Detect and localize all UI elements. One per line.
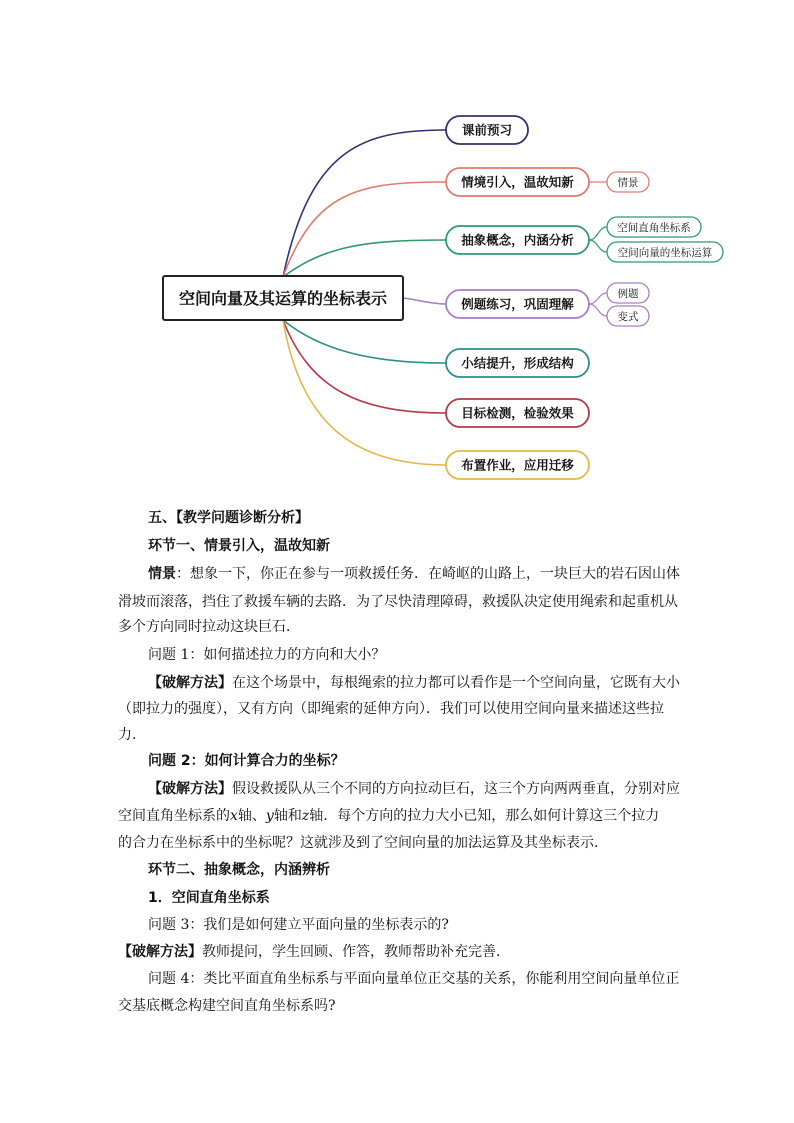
solution-label-2: 【破解方法】 [148, 781, 232, 797]
sub-label-coord: 空间直角坐标系 [617, 222, 691, 234]
answer-3-line [118, 939, 510, 965]
branch-label-1: 课前预习 [461, 122, 513, 138]
scene-text-1: ：想象一下，你正在参与一项救援任务．在崎岖的山路上，一块巨大的岩石因山体 [176, 566, 680, 582]
branch-label-3: 抽象概念，内涵分析 [461, 232, 574, 248]
branch-label-7: 布置作业，应用迁移 [461, 457, 574, 473]
sub-label-variant: 变式 [617, 311, 639, 323]
axis-z: z [301, 808, 310, 824]
answer-2-line-1 [148, 776, 680, 802]
answer-2-text-1: 假设救援队从三个不同的方向拉动巨石，这三个方向两两垂直，分别对应 [232, 781, 680, 797]
center-node-label: 空间向量及其运算的坐标表示 [178, 289, 388, 308]
scene-line-1 [148, 561, 680, 587]
axis-y: y [265, 808, 274, 824]
branch-label-5: 小结提升，形成结构 [461, 355, 574, 371]
sub-label-ops: 空间向量的坐标运算 [617, 247, 713, 259]
section-heading: 五、【教学问题诊断分析】 [148, 510, 309, 526]
question-3: 问题 3：我们是如何建立平面向量的坐标表示的? [148, 917, 449, 933]
question-4-line-1: 问题 4：类比平面直角坐标系与平面向量单位正交基的关系，你能利用空间向量单位正 [148, 971, 680, 987]
answer-1-line-2: （即拉力的强度），又有方向（即绳索的延伸方向）．我们可以使用空间向量来描述这些拉 [118, 701, 664, 717]
question-1: 问题 1：如何描述拉力的方向和大小？ [148, 647, 386, 663]
scene-label: 情景 [148, 566, 176, 582]
question-2: 问题 2：如何计算合力的坐标？ [148, 753, 345, 769]
answer-2-text-2b: 轴、 [237, 808, 266, 824]
solution-label-3: 【破解方法】 [118, 944, 202, 960]
answer-3-text: 教师提问，学生回顾、作答，教师帮助补充完善． [202, 944, 510, 960]
step1-heading: 环节一、情景引入，温故知新 [148, 538, 330, 554]
answer-1-text-1: 在这个场景中，每根绳索的拉力都可以看作是一个空间向量，它既有大小 [232, 675, 680, 691]
solution-label-1: 【破解方法】 [148, 675, 232, 691]
axis-x: x [230, 808, 238, 824]
scene-line-2: 滑坡而滚落，挡住了救援车辆的去路．为了尽快清理障碍，救援队决定使用绳索和起重机从 [118, 594, 678, 610]
branch-label-6: 目标检测，检验效果 [461, 405, 574, 421]
answer-1-line-1 [148, 670, 680, 696]
answer-2-line-3: 的合力在坐标系中的坐标呢？这就涉及到了空间向量的加法运算及其坐标表示． [118, 835, 608, 851]
sub-label-scene: 情景 [617, 177, 639, 189]
scene-line-3: 多个方向同时拉动这块巨石． [118, 619, 300, 635]
answer-2-text-2a: 空间直角坐标系的 [118, 808, 230, 824]
branch-label-2: 情境引入，温故知新 [461, 174, 574, 190]
step2-heading: 环节二、抽象概念，内涵辨析 [148, 862, 330, 878]
question-4-line-2: 交基底概念构建空间直角坐标系吗? [118, 998, 336, 1014]
answer-2-text-2d: 轴．每个方向的拉力大小已知，那么如何计算这三个拉力 [309, 808, 660, 824]
answer-2-text-2c: 轴和 [273, 808, 302, 824]
document-body [118, 0, 678, 1123]
answer-2-line-2 [118, 803, 659, 829]
subheading-1: 1．空间直角坐标系 [148, 890, 270, 906]
sub-label-example: 例题 [617, 288, 639, 300]
branch-label-4: 例题练习，巩固理解 [461, 296, 574, 312]
answer-1-line-3: 力． [118, 727, 146, 743]
